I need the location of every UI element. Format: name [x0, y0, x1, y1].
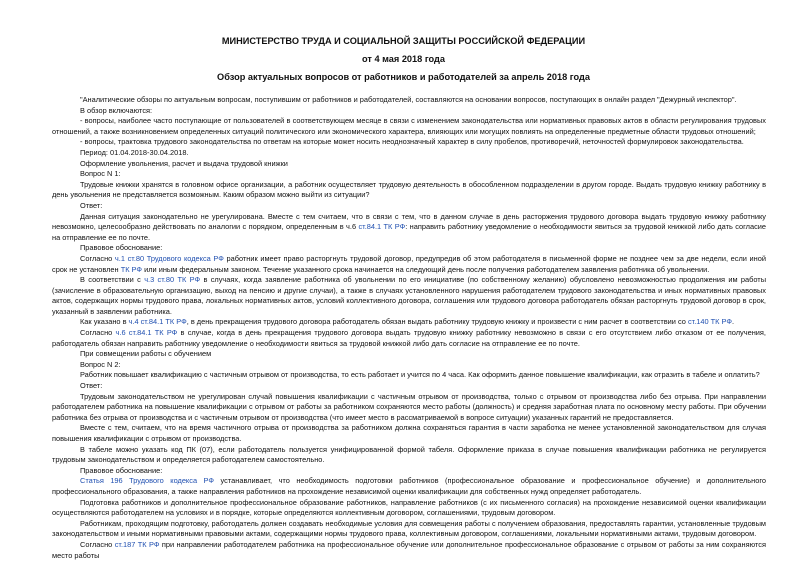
law-link[interactable]: ч.3 ст.80 ТК РФ — [144, 275, 201, 285]
answer-text-1 — [52, 212, 766, 244]
intro-includes: В обзор включаются: — [80, 105, 153, 115]
ministry-heading: МИНИСТЕРСТВО ТРУДА И СОЦИАЛЬНОЙ ЗАЩИТЫ РОССИЙСКОЙ ФЕДЕРАЦИИ — [221, 36, 586, 46]
law-link[interactable]: ч.1 ст.80 Трудового кодекса РФ — [114, 253, 224, 263]
document-body — [52, 95, 766, 561]
law-link[interactable]: ТК РФ — [120, 264, 143, 274]
text-run: устанавливает, что необходимость подготовки работников (профессиональное образование и профессиональное обучение) и дополнительного профессионального образования, а также направления работников на прохождение независимой оценки квалификации для собственных нужд определяет работодатель. — [52, 476, 766, 496]
document-title: Обзор актуальных вопросов от работников и работодателей за апрель 2018 года — [217, 72, 590, 82]
intro-paragraph: "Аналитические обзоры по актуальным вопросам, поступившим от работников и работодателей, составляются на основании вопросов, поступающих в онлайн раздел "Дежурный инспектор". — [80, 95, 737, 104]
intro-bullet-1: - вопросы, наиболее часто поступающие от пользователей в соответствующем месяце в связи с изменением законодательства или нормативных правовых актов в области регулирования трудовых отношений, а также возникновением определенных ситуаций политического или экономического характера, влияющих или могущих повлиять на определенные предметные области трудовых отношений; — [52, 116, 766, 136]
text-run: В соответствии с — [80, 275, 145, 285]
law-link[interactable]: ст.140 ТК РФ — [687, 317, 732, 327]
legal-paragraph — [52, 328, 766, 349]
question-text-2: Работник повышает квалификацию с частичным отрывом от производства, то есть работает и учится по 4 часа. Как оформить данное повышение квалификации, как отразить в табеле и оплатить? — [80, 370, 760, 380]
text-run: , в день прекращения трудового договора работодатель обязан выдать работнику трудовую книжку и произвести с ним расчет в соответствии со — [186, 317, 688, 327]
legal-paragraph — [52, 254, 766, 275]
legal-paragraph: Подготовка работников и дополнительное профессиональное образование работников, направление работников (с их письменного согласия) на прохождение независимой оценки квалификации осуществляются работодателем на условиях и в порядке, которые определяются коллективным договором, соглашениями, трудовым договором. — [52, 497, 766, 518]
answer-label-1: Ответ: — [80, 200, 103, 210]
law-link[interactable]: ч.6 ст.84.1 ТК РФ — [115, 328, 178, 338]
answer-label-2: Ответ: — [80, 381, 103, 391]
text-run: в случаях, когда заявление работника об увольнении по его инициативе (по собственному желанию) обусловлено невозможностью продолжения им работы (зачисление в образовательную организацию, выход на пенсию и другие случаи), а также в случаях установленного нарушения работодателем трудового законодательства и иных нормативных правовых актов, содержащих нормы трудового права, локальных нормативных актов, условий коллективного договора, соглашения или трудового договора работодатель обязан расторгнуть трудовой договор в срок, указанный в заявлении работника. — [52, 275, 767, 316]
legal-basis-label-1: Правовое обоснование: — [80, 243, 163, 253]
legal-paragraph: Работникам, проходящим подготовку, работодатель должен создавать необходимые условия для совмещения работы с получением образования, предоставлять гарантии, установленные трудовым законодательством и иными нормативными правовыми актами, содержащими нормы трудового права, коллективным договором, соглашениями, локальными нормативными актами, трудовым договором. — [52, 518, 766, 539]
legal-paragraph — [52, 540, 766, 561]
law-link[interactable]: ст.187 ТК РФ — [114, 539, 160, 549]
text-run: : направить работнику уведомление о необходимости явиться за трудовой книжкой либо дать согласие на отправление ее по почте. — [52, 222, 766, 242]
text-run: Данная ситуация законодательно не урегулирована. Вместе с тем считаем, что в связи с тем, что в данном случае в день расторжения трудового договора выдать трудовую книжку работнику невозможно, целесообразно действовать по аналогии с порядком, определенным в ч.6 — [52, 211, 766, 232]
question-text-1: Трудовые книжки хранятся в головном офисе организации, а работник осуществляет трудовую деятельность в обособленном подразделении в другом городе. Выдать трудовую книжку работнику в день увольнения не представляется возможным. Каким образом можно выйти из ситуации? — [52, 179, 766, 200]
text-run: . — [731, 317, 735, 327]
law-link[interactable]: Статья 196 Трудового кодекса РФ — [80, 476, 215, 486]
period-line: Период: 01.04.2018-30.04.2018. — [80, 147, 189, 157]
legal-basis-label-2: Правовое обоснование: — [80, 465, 163, 475]
legal-paragraph — [52, 476, 766, 497]
text-run: при направлении работодателем работника на профессиональное обучение или дополнительное профессиональное образование с отрывом от работы за ним сохраняются место работы — [52, 539, 766, 560]
law-link[interactable]: ст.84.1 ТК РФ — [358, 222, 406, 232]
text-run: или иным федеральным законом. Течение указанного срока начинается на следующий день после получения работодателем заявления работника об увольнении. — [142, 264, 710, 274]
legal-paragraph — [52, 275, 766, 317]
text-run: Согласно — [80, 253, 115, 263]
intro-bullet-2: - вопросы, трактовка трудового законодательства по ответам на которые может носить неоднозначный характер в силу пробелов, противоречий, неточностей формулировок законодательства. — [80, 137, 744, 147]
text-run: работник имеет право расторгнуть трудовой договор, предупредив об этом работодателя в письменной форме не позднее чем за две недели, если иной срок не установлен — [52, 253, 766, 274]
text-run: Согласно — [80, 539, 115, 549]
section-heading-2: При совмещении работы с обучением — [80, 349, 212, 359]
question-label-2: Вопрос N 2: — [80, 359, 121, 369]
question-label-1: Вопрос N 1: — [80, 169, 121, 179]
section-heading-1: Оформление увольнения, расчет и выдача трудовой книжки — [80, 158, 288, 168]
law-link[interactable]: ч.4 ст.84.1 ТК РФ — [128, 317, 187, 327]
answer-text-2: Трудовым законодательством не урегулирован случай повышения квалификации с частичным отрывом от производства, только с отрывом от производства либо без отрыва. При направлении работодателем работника на повышение квалификации с отрывом от работы за работником сохраняются место работы (должность) и средняя заработная плата по основному месту работы. При обучении работника без отрыва от производства и с частичным отрывом от производства (что имеет место в рассматриваемой в вопросе ситуации) указанных гарантий не предоставляется. — [52, 391, 766, 422]
legal-paragraph — [52, 317, 766, 328]
text-run: Согласно — [80, 328, 116, 338]
text-run: в случае, когда в день прекращения трудового договора выдать трудовую книжку работнику невозможно в связи с его отсутствием либо отказом от ее получения, работодатель обязан направить работнику уведомление о необходимости явиться за трудовой книжкой либо дать согласие на отправление ее по почте. — [52, 328, 766, 348]
answer-text-2b: Вместе с тем, считаем, что на время частичного отрыва от производства за работником должна сохраняться гарантия в части заработка не менее установленной законодательством для случая повышения квалификации с отрывом от производства. — [52, 423, 766, 443]
answer-text-2c: В табеле можно указать код ПК (07), если работодатель пользуется унифицированной формой табеля. Оформление приказа в случае повышения квалификации работника не регулируется трудовым законодательством и определяется работодателем самостоятельно. — [52, 444, 766, 465]
text-run: Как указано в — [80, 317, 129, 327]
document-date: от 4 мая 2018 года — [362, 54, 445, 64]
